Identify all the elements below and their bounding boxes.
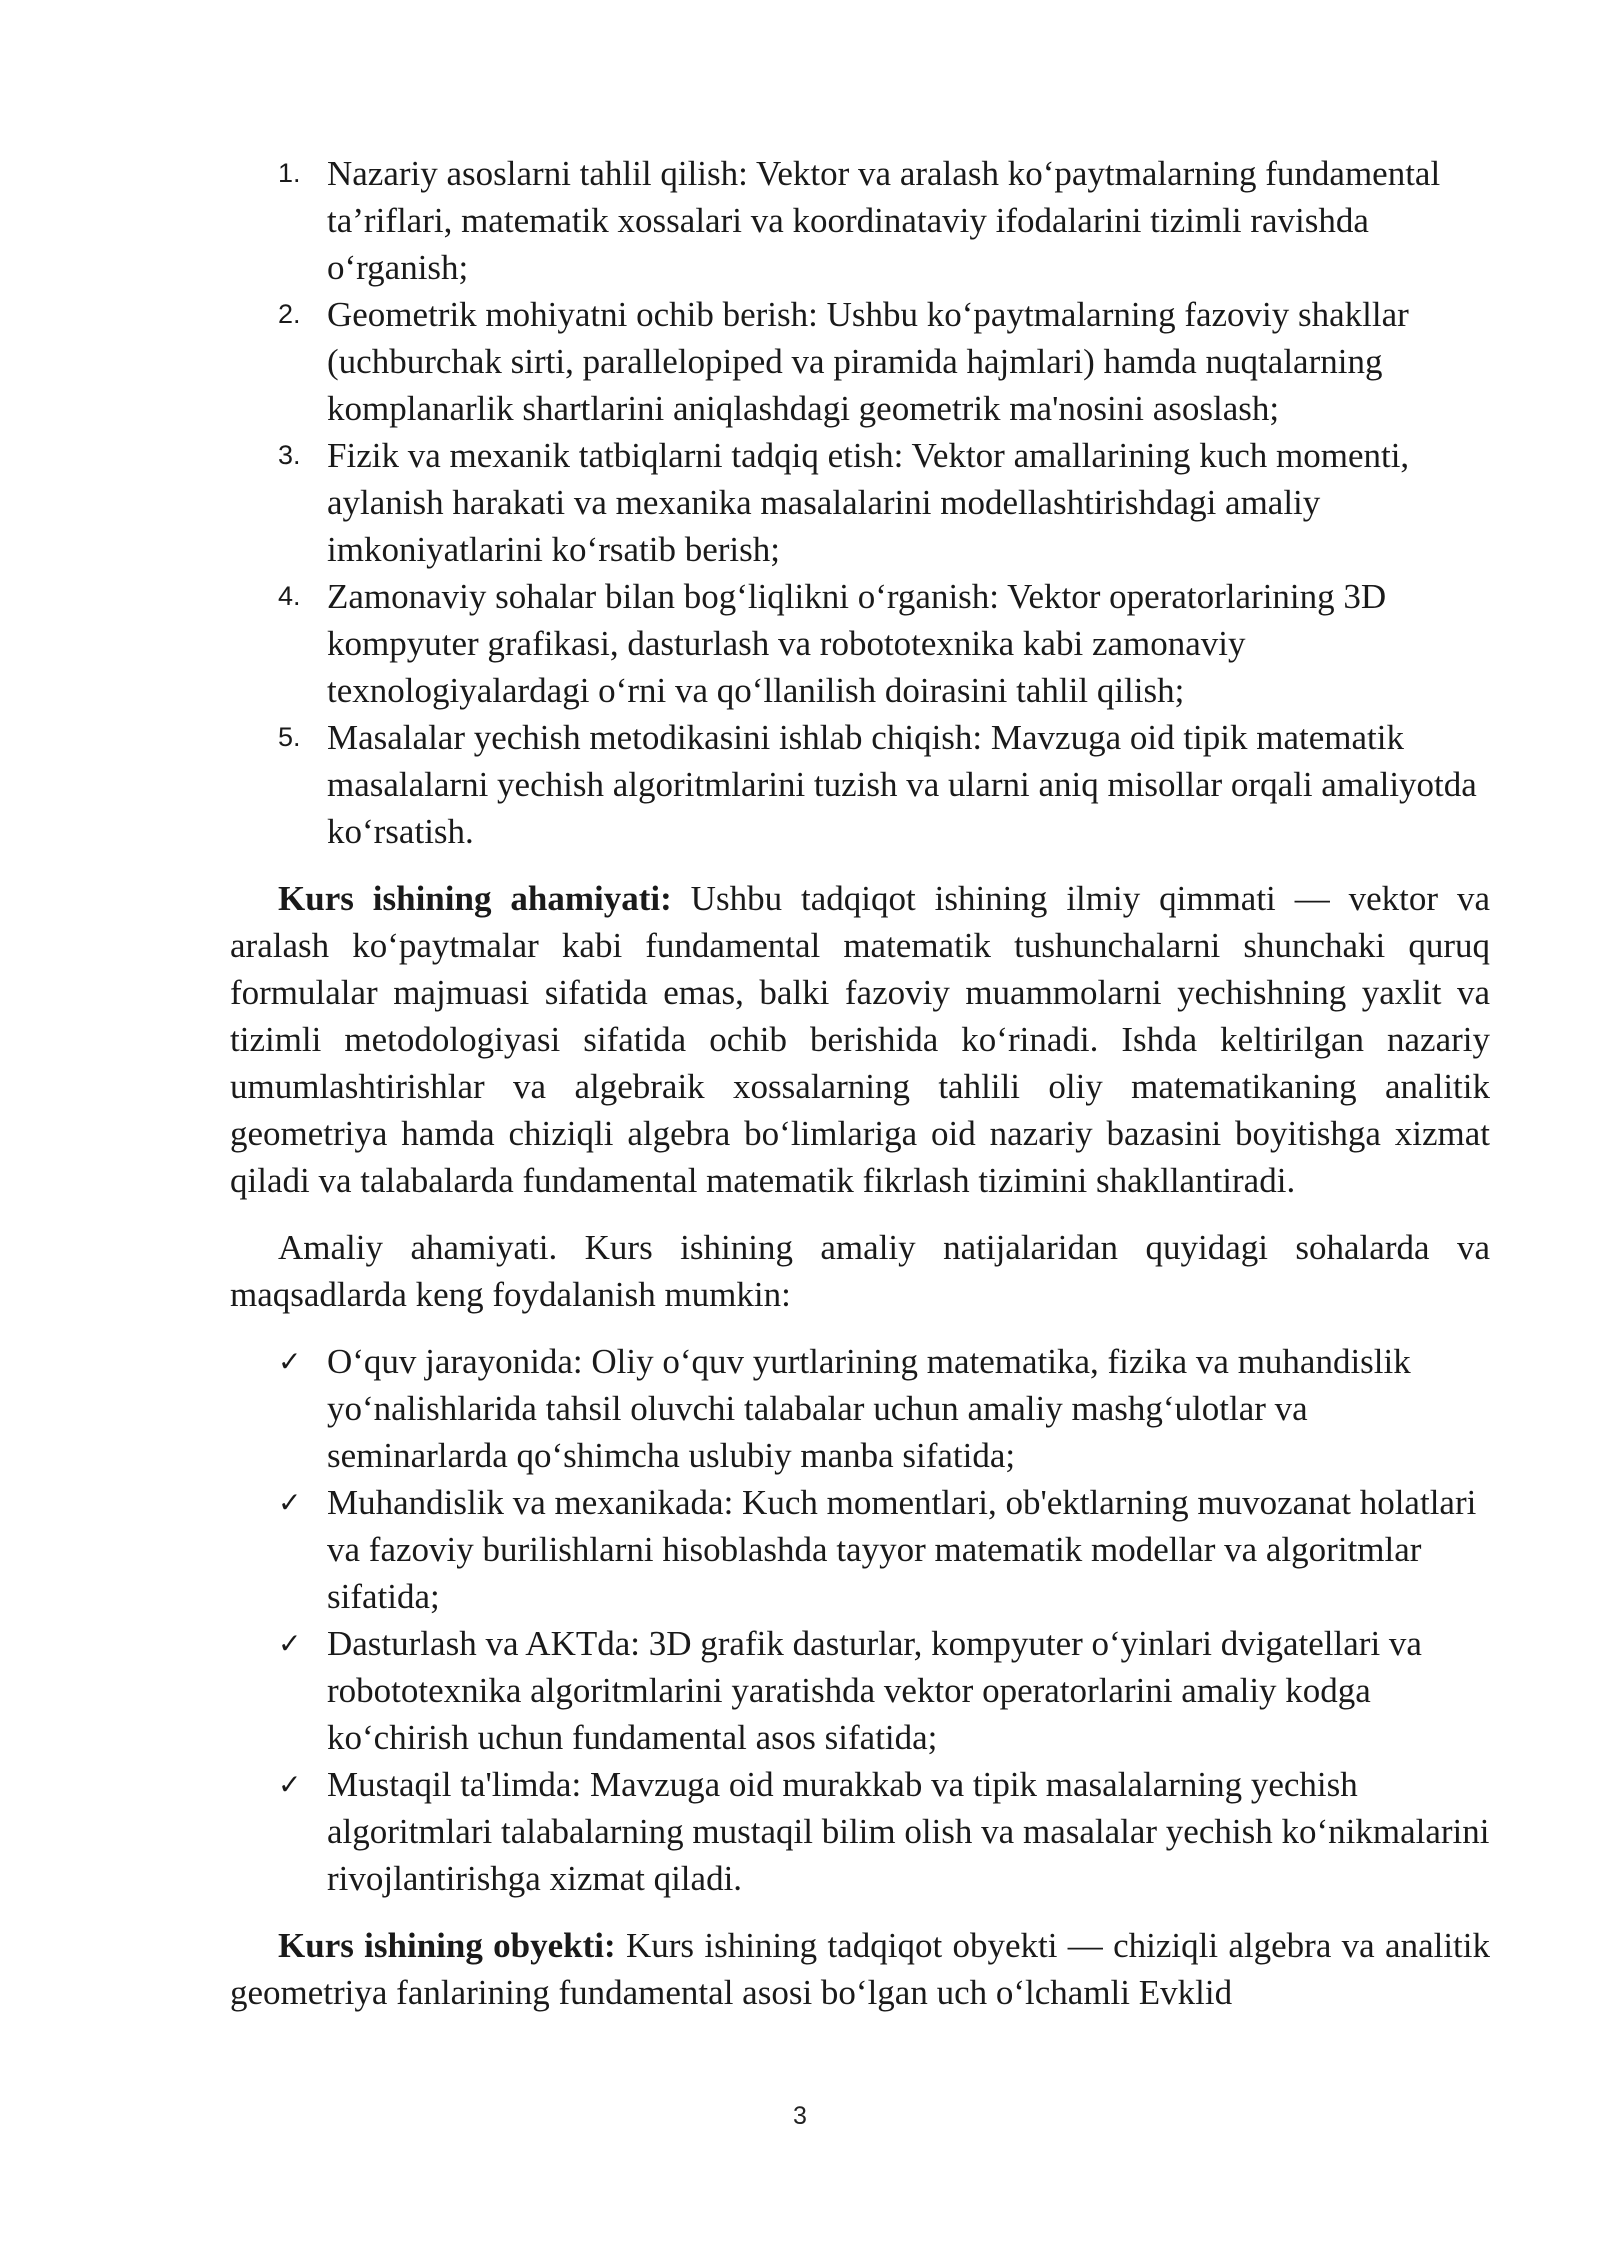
check-icon: ✓ bbox=[278, 1768, 302, 1801]
list-item-text: Mustaqil ta'limda: Mavzuga oid murakkab va tipik masalalarning yechish algoritmlari talabalarning mustaqil bilim olish va masalalar yechish ko‘nikmalarini rivojlantirishga xizmat qiladi. bbox=[327, 1765, 1490, 1898]
list-item bbox=[230, 1338, 1490, 1479]
list-number: 4. bbox=[278, 581, 301, 611]
importance-label: Kurs ishining ahamiyati: bbox=[278, 879, 672, 918]
list-item-text: Dasturlash va AKTda: 3D grafik dasturlar, kompyuter o‘yinlari dvigatellari va robototexnika algoritmlarini yaratishda vektor operatorlarini amaliy kodga ko‘chirish uchun fundamental asos sifatida; bbox=[327, 1624, 1422, 1757]
list-item-text: Fizik va mexanik tatbiqlarni tadqiq etish: Vektor amallarining kuch momenti, aylanish harakati va mexanika masalalarini modellashtirishdagi amaliy imkoniyatlarini ko‘rsatib berish; bbox=[327, 436, 1410, 569]
object-paragraph bbox=[230, 1922, 1490, 2016]
check-icon: ✓ bbox=[278, 1345, 302, 1378]
list-item bbox=[230, 150, 1490, 291]
importance-text: Ushbu tadqiqot ishining ilmiy qimmati — vektor va aralash ko‘paytmalar kabi fundamental matematik tushunchalarni shunchaki quruq formulalar majmuasi sifatida emas, balki fazoviy muammolarni yechishning yaxlit va tizimli metodologiyasi sifatida ochib berishida ko‘rinadi. Ishda keltirilgan nazariy umumlashtirishlar va algebraik xossalarning tahlili oliy matematikaning analitik geometriya hamda chiziqli algebra bo‘limlariga oid nazariy bazasini boyitishga xizmat qiladi va talabalarda fundamental matematik fikrlash tizimini shakllantiradi. bbox=[230, 879, 1490, 1200]
list-number: 2. bbox=[278, 299, 301, 329]
list-item-text: Muhandislik va mexanikada: Kuch momentlari, ob'ektlarning muvozanat holatlari va fazoviy burilishlarni hisoblashda tayyor matematik modellar va algoritmlar sifatida; bbox=[327, 1483, 1477, 1616]
check-icon: ✓ bbox=[278, 1486, 302, 1519]
practical-paragraph bbox=[230, 1224, 1490, 1318]
applications-list bbox=[230, 1338, 1490, 1902]
importance-paragraph bbox=[230, 875, 1490, 1204]
list-item bbox=[230, 714, 1490, 855]
list-item bbox=[230, 1620, 1490, 1761]
list-item-text: Geometrik mohiyatni ochib berish: Ushbu ko‘paytmalarning fazoviy shakllar (uchburchak sirti, parallelopiped va piramida hajmlari) hamda nuqtalarning komplanarlik shartlarini aniqlashdagi geometrik ma'nosini asoslash; bbox=[327, 295, 1409, 428]
check-icon: ✓ bbox=[278, 1627, 302, 1660]
page-number: 3 bbox=[793, 2102, 807, 2130]
object-text: Kurs ishining tadqiqot obyekti — chiziqli algebra va analitik geometriya fanlarining fundamental asosi bo‘lgan uch o‘lchamli Evklid bbox=[230, 1926, 1490, 2012]
list-item-text: Zamonaviy sohalar bilan bog‘liqlikni o‘rganish: Vektor operatorlarining 3D kompyuter grafikasi, dasturlash va robototexnika kabi zamonaviy texnologiyalardagi o‘rni va qo‘llanilish doirasini tahlil qilish; bbox=[327, 577, 1387, 710]
object-label: Kurs ishining obyekti: bbox=[278, 1926, 616, 1965]
list-item bbox=[230, 291, 1490, 432]
list-item-text: Masalalar yechish metodikasini ishlab chiqish: Mavzuga oid tipik matematik masalalarni yechish algoritmlarini tuzish va ularni aniq misollar orqali amaliyotda ko‘rsatish. bbox=[327, 718, 1477, 851]
list-number: 3. bbox=[278, 440, 301, 470]
practical-text: Amaliy ahamiyati. Kurs ishining amaliy natijalaridan quyidagi sohalarda va maqsadlarda keng foydalanish mumkin: bbox=[230, 1228, 1490, 1314]
list-item bbox=[230, 1479, 1490, 1620]
objectives-list bbox=[230, 150, 1490, 855]
list-number: 5. bbox=[278, 722, 301, 752]
list-item bbox=[230, 573, 1490, 714]
list-item-text: Nazariy asoslarni tahlil qilish: Vektor va aralash ko‘paytmalarning fundamental ta’riflari, matematik xossalari va koordinataviy ifodalarini tizimli ravishda o‘rganish; bbox=[327, 154, 1441, 287]
document-page bbox=[230, 150, 1490, 2016]
list-item-text: O‘quv jarayonida: Oliy o‘quv yurtlarining matematika, fizika va muhandislik yo‘nalishlarida tahsil oluvchi talabalar uchun amaliy mashg‘ulotlar va seminarlarda qo‘shimcha uslubiy manba sifatida; bbox=[327, 1342, 1411, 1475]
list-item bbox=[230, 1761, 1490, 1902]
list-item bbox=[230, 432, 1490, 573]
list-number: 1. bbox=[278, 158, 301, 188]
